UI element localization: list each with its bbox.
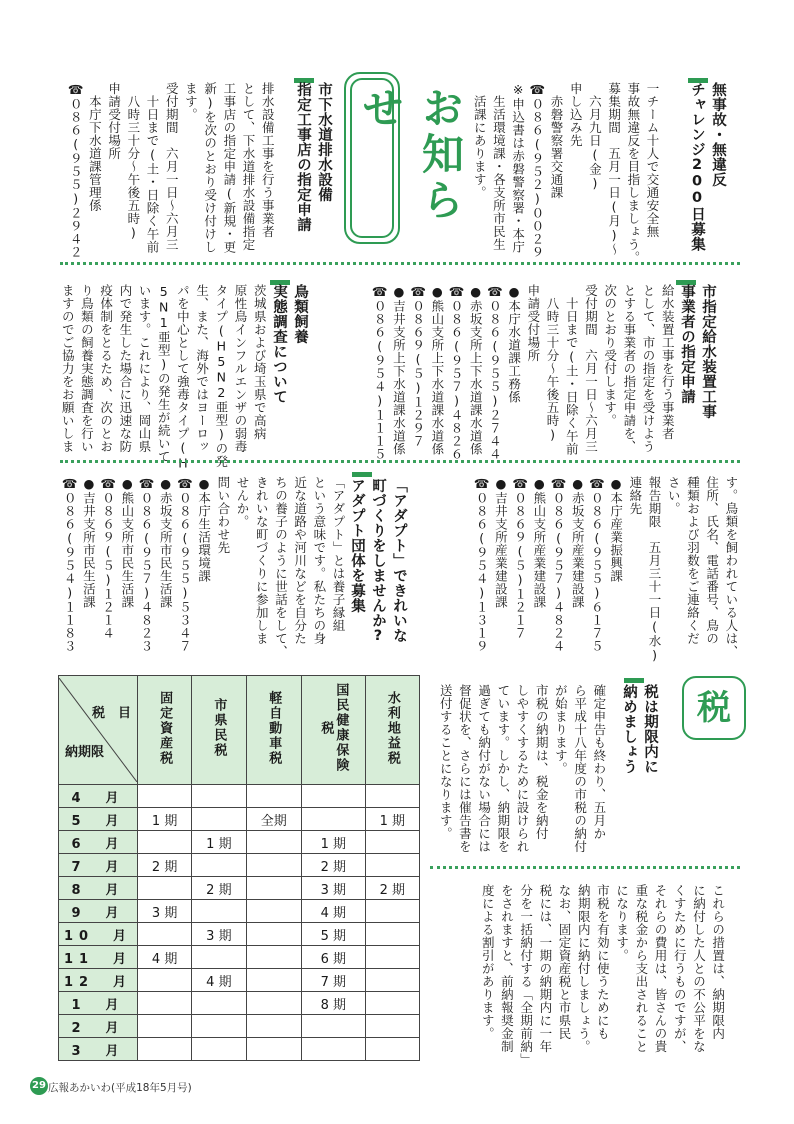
table-cell: 4 期 bbox=[138, 946, 192, 969]
table-cell: 2 期 bbox=[138, 854, 192, 877]
table-cell: 8 期 bbox=[302, 992, 366, 1015]
heading-accent-bar bbox=[352, 472, 372, 477]
table-cell bbox=[302, 785, 366, 808]
table-cell bbox=[192, 992, 246, 1015]
table-cell: 2 期 bbox=[192, 877, 246, 900]
table-cell bbox=[246, 831, 302, 854]
table-cell bbox=[365, 969, 419, 992]
adopt-heading: 「アダプト」できれいな 町づくりをしませんか? アダプト団体を募集 bbox=[349, 478, 407, 645]
table-corner-cell bbox=[59, 676, 138, 785]
table-cell: 6 期 bbox=[302, 946, 366, 969]
month-cell: 8 月 bbox=[59, 877, 138, 900]
section-divider bbox=[60, 460, 740, 463]
table-cell bbox=[192, 854, 246, 877]
table-cell bbox=[192, 1015, 246, 1038]
month-cell: 7 月 bbox=[59, 854, 138, 877]
sewer-heading: 市下水道排水設備 指定工事店の指定申請 bbox=[295, 82, 332, 232]
table-row bbox=[59, 900, 420, 923]
month-cell: 11 月 bbox=[59, 946, 138, 969]
adopt-body: 「アダプト」とは養子縁組 という意味です。私たちの身 近な道路や河川などを自分た ちの養子のように世話をして、 きれいな町づくりに参加しま せんか。 問い合わせ先 ●本庁生活環境課 ☎０８６(９５５)５３４７ ●赤坂支所市民生活課 ☎０８６(９５７)４８２３ ●熊山支所市民生活課 ☎０８６９(５)１２１４ ●吉井支所市民生活課 ☎０８６(９５４)１１８３ bbox=[62, 476, 347, 658]
table-row bbox=[59, 877, 420, 900]
table-cell: 3 期 bbox=[138, 900, 192, 923]
month-cell: 1 月 bbox=[59, 992, 138, 1015]
month-cell: 12 月 bbox=[59, 969, 138, 992]
table-cell bbox=[138, 992, 192, 1015]
table-row bbox=[59, 831, 420, 854]
table-cell: 4 期 bbox=[302, 900, 366, 923]
table-cell bbox=[138, 831, 192, 854]
tax-schedule-table bbox=[58, 675, 420, 1061]
table-cell bbox=[302, 1015, 366, 1038]
heading-accent-bar bbox=[624, 678, 644, 683]
table-cell bbox=[246, 1038, 302, 1061]
table-cell bbox=[138, 1015, 192, 1038]
water-heading: 市指定給水装置工事 事業者の指定申請 bbox=[679, 284, 716, 419]
table-cell: 1 期 bbox=[302, 831, 366, 854]
table-cell bbox=[365, 992, 419, 1015]
table-cell: 1 期 bbox=[138, 808, 192, 831]
table-cell bbox=[246, 969, 302, 992]
table-row bbox=[59, 808, 420, 831]
table-cell: 2 期 bbox=[365, 877, 419, 900]
page-number: 29 bbox=[30, 1077, 48, 1095]
table-header-row bbox=[59, 676, 420, 785]
column-header: 国民健康保険税 bbox=[302, 676, 366, 785]
table-cell bbox=[138, 1038, 192, 1061]
table-cell bbox=[365, 831, 419, 854]
table-cell: 3 期 bbox=[192, 923, 246, 946]
publication-footer: 広報あかいわ(平成18年5月号) bbox=[48, 1082, 192, 1094]
table-cell bbox=[246, 900, 302, 923]
table-cell: 7 期 bbox=[302, 969, 366, 992]
table-cell bbox=[246, 992, 302, 1015]
notice-badge-text: お知らせ bbox=[356, 86, 465, 224]
table-cell: 2 期 bbox=[302, 854, 366, 877]
notice-badge bbox=[344, 72, 465, 244]
table-cell bbox=[138, 969, 192, 992]
table-cell bbox=[192, 785, 246, 808]
corner-label-due: 納期限 bbox=[65, 745, 105, 760]
table-row bbox=[59, 854, 420, 877]
table-row bbox=[59, 992, 420, 1015]
column-header: 水利地益税 bbox=[365, 676, 419, 785]
table-cell bbox=[365, 946, 419, 969]
table-body bbox=[59, 785, 420, 1061]
sewer-body: 排水設備工事を行う事業者 として、下水道排水設備指定 工事店の指定申請(新規・更 新)を次のとおり受け付けし ます。 受付期間 六月一日～六月三 十日まで(土・日除く午前 八時三十分～午後五時) 申請受付場所 本庁下水道課管理係 ☎０８６(９５５)２９４２ bbox=[68, 82, 276, 259]
table-cell: 5 期 bbox=[302, 923, 366, 946]
tax-body-continued: これらの措置は、納期限内 に納付した人との不公平をな くすために行うものですが、 それらの費用は、皆さんの貴 重な税金から支出されること になります。 市税を有効に使うためにも 納期限内に納付しましょう。 なお、固定資産税と市県民 税には、一期の納期内に一年 分を一括納付する「全期前納」 をされますと、前納報奨金制 度による割引があります。 bbox=[480, 884, 726, 1066]
section-divider bbox=[430, 866, 740, 869]
table-cell bbox=[365, 900, 419, 923]
month-cell: 6 月 bbox=[59, 831, 138, 854]
table-cell bbox=[192, 1038, 246, 1061]
table-cell bbox=[365, 1015, 419, 1038]
table-cell bbox=[365, 923, 419, 946]
table-row bbox=[59, 946, 420, 969]
birds-body-continued: す。鳥類を飼われている人は、 住所、氏名、電話番号、鳥の 種類および羽数をご連絡くだ さい。 報告期限 五月三十一日(水) 連絡先 ●本庁産業振興課 ☎０８６(９５５)６１７５ ●赤坂支所産業建設課 ☎０８６(９５７)４８２４ ●熊山支所産業建設課 ☎０８６９(５)１２１７ ●吉井支所産業建設課 ☎０８６(９５４)１３１９ bbox=[474, 476, 739, 663]
table-cell bbox=[192, 946, 246, 969]
table-cell bbox=[365, 854, 419, 877]
table-cell bbox=[246, 877, 302, 900]
column-header: 軽自動車税 bbox=[246, 676, 302, 785]
table-cell bbox=[138, 785, 192, 808]
table-cell bbox=[302, 808, 366, 831]
table-row bbox=[59, 785, 420, 808]
month-cell: 9 月 bbox=[59, 900, 138, 923]
corner-diagonal bbox=[59, 678, 137, 782]
month-cell: 3 月 bbox=[59, 1038, 138, 1061]
table-cell bbox=[365, 1038, 419, 1061]
table-cell bbox=[138, 877, 192, 900]
water-body: 給水装置工事を行う事業者 として、市の指定を受けよう とする事業者の指定申請を、 次のとおり受付します。 受付期間 六月一日～六月三 十日まで(土・日除く午前 八時三十分～午後五時) 申請受付場所 ●本庁水道課工務係 ☎０８６(９５５)２７４４ ●赤坂支所上下水道課水道係 ☎０８６(９５７)４８２６ ●熊山支所上下水道課水道係 ☎０８６９(５)１２９７ ●吉井支所上下水道課水道係 ☎０８６(９５４)１１１５ bbox=[372, 284, 676, 461]
table-cell bbox=[246, 923, 302, 946]
table-cell bbox=[192, 808, 246, 831]
column-header: 固定資産税 bbox=[138, 676, 192, 785]
table-cell: 4 期 bbox=[192, 969, 246, 992]
table-cell bbox=[246, 854, 302, 877]
table-cell bbox=[246, 1015, 302, 1038]
tax-heading: 税は期限内に 納めましょう bbox=[621, 684, 658, 774]
birds-body: 茨城県および埼玉県で高病 原性鳥インフルエンザの弱毒 タイプ(H5N2亜型)の発 生、また、海外ではヨーロッ パを中心として強毒タイプ(H 5N1亜型)の発生が続いて います。これにより、岡山県 内で発生した場合に迅速な防 疫体制をとるため、次のとお り鳥類の飼養実態調査を行い ますのでご協力をお願いしま bbox=[60, 284, 268, 471]
table-row bbox=[59, 1015, 420, 1038]
month-cell: 2 月 bbox=[59, 1015, 138, 1038]
month-cell: 5 月 bbox=[59, 808, 138, 831]
table-row bbox=[59, 923, 420, 946]
birds-heading: 鳥類飼養 実態調査について bbox=[271, 284, 308, 404]
table-row bbox=[59, 969, 420, 992]
table-row bbox=[59, 1038, 420, 1061]
column-header: 市県民税 bbox=[192, 676, 246, 785]
table-cell bbox=[138, 923, 192, 946]
table-cell: 3 期 bbox=[302, 877, 366, 900]
tax-badge: 税 bbox=[682, 676, 746, 740]
table-cell bbox=[302, 1038, 366, 1061]
table-cell bbox=[192, 900, 246, 923]
table-cell: 1 期 bbox=[192, 831, 246, 854]
traffic-heading: 無事故・無違反 チャレンジ200日募集 bbox=[689, 82, 726, 252]
traffic-body: 一チーム十人で交通安全無 事故無違反を目指しましょう。 募集期間 五月一日(月)～ 六月九日(金) 申し込み先 赤磐警察署交通課 ☎０８６(９５２)００２９ ※申込書は赤磐警察署・本庁 生活環境課・各支所市民生 活課にあります。 bbox=[472, 82, 661, 264]
month-cell: 10 月 bbox=[59, 923, 138, 946]
table-cell bbox=[246, 785, 302, 808]
month-cell: 4 月 bbox=[59, 785, 138, 808]
table-cell: 1 期 bbox=[365, 808, 419, 831]
section-divider bbox=[60, 262, 740, 265]
table-cell bbox=[246, 946, 302, 969]
corner-label-tax-item: 税 目 bbox=[91, 706, 131, 721]
tax-body: 確定申告も終わり、五月か ら平成十八年度の市税の納付 が始まります。 市税の納期は、税金を納付 しやすくするために設けられ ています。しかし、納期限を 過ぎても納付がない場合には 督促状を、さらには催告書を 送付することになります。 bbox=[438, 684, 607, 853]
table-cell: 全期 bbox=[246, 808, 302, 831]
table-cell bbox=[365, 785, 419, 808]
